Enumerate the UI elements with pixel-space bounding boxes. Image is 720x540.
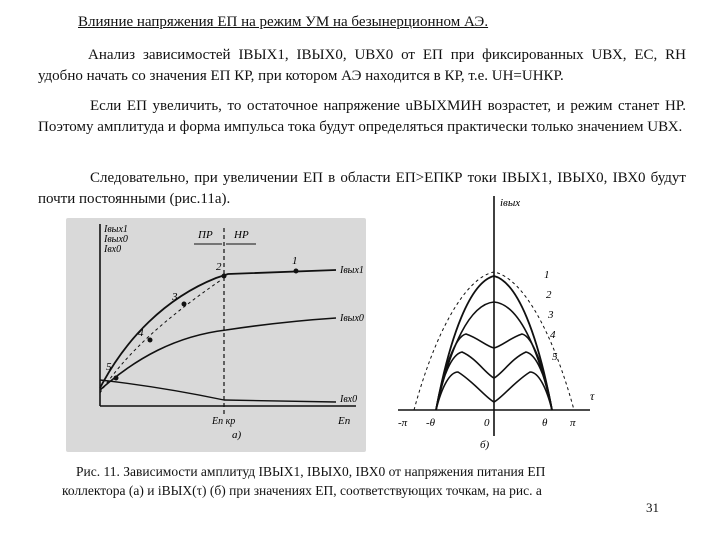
figure-a-y-label-2: Iвых0 bbox=[104, 234, 128, 245]
figure-a-curve-label-1: Iвых1 bbox=[340, 265, 364, 276]
section-heading: Влияние напряжения ЕП на режим УМ на безынерционном АЭ. bbox=[78, 14, 489, 30]
figure-a-curve-ivyh0 bbox=[100, 318, 336, 390]
figure-b-curve-label-3: 3 bbox=[548, 309, 554, 321]
figure-a-x-tick: Еп кр bbox=[212, 416, 236, 427]
figure-b-y-label: iвых bbox=[500, 197, 521, 209]
figure-a-x-label: Еп bbox=[338, 415, 351, 427]
figure-b-drawing bbox=[394, 186, 606, 464]
figure-b-curve-label-1: 1 bbox=[544, 269, 550, 281]
figure-b-curve-label-5: 5 bbox=[552, 351, 558, 363]
paragraph-1: Анализ зависимостей IВЫХ1, IВЫХ0, UВХ0 от ЕП при фиксированных UВХ, ЕС, RН удобно начать со значения ЕП КР, при котором АЭ находится в КР, т.е. UН=UНКР. bbox=[38, 47, 686, 84]
figure-a-point-5 bbox=[114, 376, 119, 381]
figure-a-point-label-1: 1 bbox=[292, 255, 298, 267]
figure-a-curve-label-3: Iвх0 bbox=[340, 394, 358, 405]
figure-a-y-label-1: Iвых1 bbox=[104, 224, 128, 235]
figure-a-point-label-4: 4 bbox=[138, 327, 144, 339]
figure-a-point-4 bbox=[148, 338, 153, 343]
figure-b-curve-label-4: 4 bbox=[550, 329, 556, 341]
figure-b-x-label: τ bbox=[590, 389, 595, 403]
figure-b-current-pulses bbox=[394, 186, 606, 464]
figure-b-tick-theta: θ bbox=[542, 417, 548, 429]
figure-a-region-pr: ПР bbox=[198, 229, 213, 241]
paragraph-3: Следовательно, при увеличении ЕП в области ЕП>ЕПКР токи IВЫХ1, IВЫХ0, IВХ0 будут почти постоянными (рис.11а). bbox=[38, 170, 686, 207]
figure-a-panel-label: а) bbox=[232, 429, 242, 441]
figure-a-curve-ivyh1 bbox=[100, 270, 336, 388]
figure-a-point-label-2: 2 bbox=[216, 261, 222, 273]
figure-a-point-2 bbox=[222, 274, 227, 279]
figure-b-tick-pi: π bbox=[570, 417, 576, 429]
figure-a-amplitude-vs-supply bbox=[66, 218, 366, 452]
figure-b-tick-neg-pi: -π bbox=[398, 417, 408, 429]
caption-line-2: коллектора (а) и iВЫХ(τ) (б) при значениях ЕП, соответствующих точкам, на рис. а bbox=[62, 483, 542, 498]
figure-b-curve-label-2: 2 bbox=[546, 289, 552, 301]
page-number: 31 bbox=[646, 500, 659, 515]
figure-caption bbox=[62, 462, 642, 500]
caption-line-1: Рис. 11. Зависимости амплитуд IВЫХ1, IВЫХ0, IВХ0 от напряжения питания ЕП bbox=[76, 464, 546, 479]
paragraph-2: Если ЕП увеличить, то остаточное напряжение uВЫХМИН возрастет, и режим станет НР. Поэтому амплитуда и форма импульса тока будут определяться практически только значением UВХ. bbox=[38, 98, 686, 135]
figure-a-region-nr: НР bbox=[234, 229, 249, 241]
figure-a-curve-ivh0 bbox=[100, 380, 336, 402]
figure-a-point-label-3: 3 bbox=[172, 291, 178, 303]
figure-a-y-label-3: Iвх0 bbox=[104, 244, 122, 255]
figure-b-tick-neg-theta: -θ bbox=[426, 417, 436, 429]
figure-a-drawing bbox=[66, 218, 366, 452]
figure-a-point-3 bbox=[182, 302, 187, 307]
figure-b-origin: 0 bbox=[484, 417, 490, 429]
figure-a-curve-label-2: Iвых0 bbox=[340, 313, 364, 324]
figure-a-point-label-5: 5 bbox=[106, 361, 112, 373]
figure-a-point-1 bbox=[294, 269, 299, 274]
figure-b-panel-label: б) bbox=[480, 439, 490, 451]
